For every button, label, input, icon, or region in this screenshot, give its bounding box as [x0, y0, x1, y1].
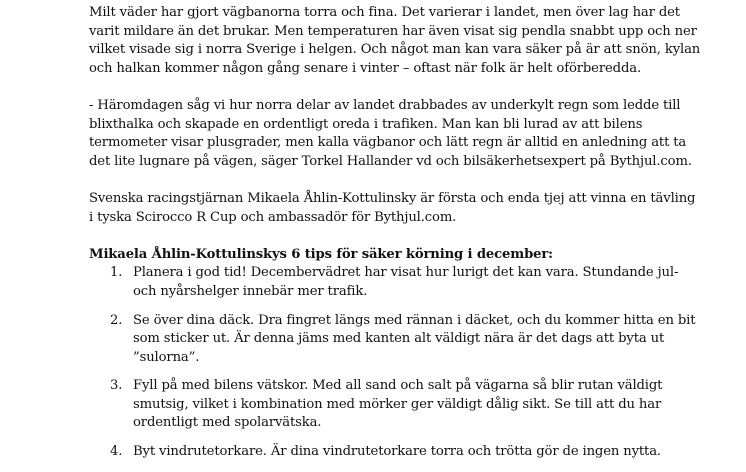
text-line: Se över dina däck. Dra fingret längs med rännan i däcket, och du kommer hitta en bit: [133, 312, 696, 328]
text-line: vilket visade sig i norra Sverige i helgen. Och något man kan vara säker på är att snön, kylan: [89, 42, 701, 58]
text-line: Planera i god tid! Decembervädret har visat hur lurigt det kan vara. Stundande jul-: [133, 265, 679, 281]
text-line: ordentligt med spolarvätska.: [133, 415, 322, 431]
tips-list: [89, 264, 729, 461]
text-line: i tyska Scirocco R Cup och ambassadör för Bythjul.com.: [89, 209, 457, 225]
text-line: smutsig, vilket i kombination med mörker ger väldigt dålig sikt. Se till att du har: [133, 396, 662, 412]
ambassador-paragraph: [89, 190, 729, 227]
text-line: och nyårshelger innebär mer trafik.: [133, 283, 368, 299]
list-item: [89, 264, 729, 301]
text-line: Milt väder har gjort vägbanorna torra och fina. Det varierar i landet, men över lag har det: [89, 5, 680, 20]
list-item-number: 2.: [110, 312, 123, 328]
list-item: [89, 443, 729, 462]
text-line: varit mildare än det brukar. Men temperaturen har även visat sig pendla snabbt upp och ner: [89, 23, 697, 39]
text-line: Byt vindrutetorkare. Är dina vindrutetorkare torra och trötta gör de ingen nytta.: [133, 444, 661, 460]
text-line: blixthalka och skapade en ordentligt oreda i trafiken. Man kan bli lurad av att bilens: [89, 116, 643, 132]
list-item: [89, 312, 729, 368]
text-line: och halkan kommer någon gång senare i vinter – oftast när folk är helt oförberedda.: [89, 60, 641, 76]
text-line: ”sulorna”.: [133, 349, 200, 365]
quote-paragraph: [89, 97, 729, 171]
list-item-number: 3.: [110, 378, 123, 394]
text-line: Fyll på med bilens vätskor. Med all sand och salt på vägarna så blir rutan väldigt: [133, 378, 663, 394]
list-item-number: 1.: [110, 265, 123, 281]
tips-heading: Mikaela Åhlin-Kottulinskys 6 tips för säker körning i december:: [89, 246, 553, 262]
text-line: Svenska racingstjärnan Mikaela Åhlin-Kottulinsky är första och enda tjej att vinna en tävling: [89, 190, 696, 206]
list-item-number: 4.: [110, 444, 123, 460]
text-line: som sticker ut. Är denna jäms med kanten alt väldigt nära är det dags att byta ut: [133, 331, 665, 347]
text-line: det lite lugnare på vägen, säger Torkel Hallander vd och bilsäkerhetsexpert på Bythjul.com.: [89, 153, 692, 169]
text-line: - Häromdagen såg vi hur norra delar av landet drabbades av underkylt regn som ledde till: [89, 97, 681, 113]
list-item: [89, 377, 729, 433]
text-line: termometer visar plusgrader, men kalla vägbanor och lätt regn är alltid en anledning att ta: [89, 135, 687, 151]
intro-paragraph: [89, 4, 729, 78]
document-page: [89, 4, 729, 472]
